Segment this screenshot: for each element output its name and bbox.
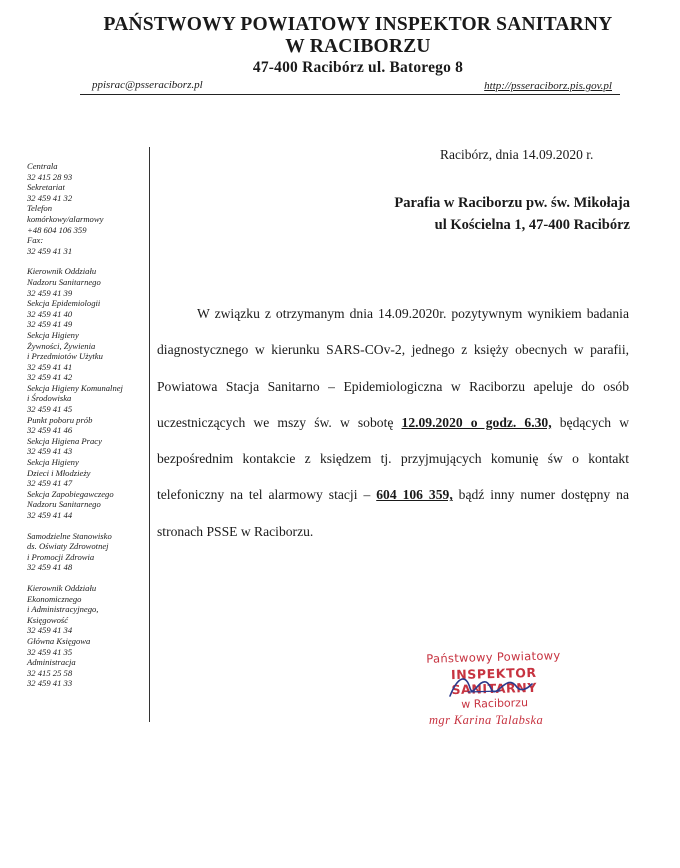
sidebar-gap	[27, 521, 147, 531]
sidebar-line: Sekcja Higieny Komunalnej	[27, 382, 123, 393]
sidebar-line: 32 459 41 42	[27, 372, 73, 383]
sidebar-line: 32 415 25 58	[27, 667, 73, 678]
sidebar-line: Ekonomicznego	[27, 593, 82, 604]
sidebar-line: komórkowy/alarmowy	[27, 213, 104, 224]
header-subtitle: W RACIBORZU	[285, 36, 431, 57]
mass-date-highlight: 12.09.2020 o godz. 6.30,	[401, 414, 552, 430]
sidebar-line: Kierownik Oddziału	[27, 266, 97, 277]
sidebar-line: Kierownik Oddziału	[27, 582, 97, 593]
sidebar-divider	[149, 147, 150, 722]
recipient-name: Parafia w Raciborzu pw. św. Mikołaja	[394, 195, 630, 211]
sidebar-line: Dzieci i Młodzieży	[27, 467, 91, 478]
sidebar-line: Sekretariat	[27, 182, 65, 193]
stamp-line2: INSPEKTOR SANITARNY	[450, 664, 538, 698]
signatory-name: mgr Karina Talabska	[429, 713, 544, 727]
header-title: PAŃSTWOWY POWIATOWY INSPEKTOR SANITARNY	[103, 14, 613, 35]
sidebar-line: 32 459 41 48	[27, 562, 73, 573]
sidebar-line: +48 604 106 359	[27, 224, 87, 235]
letter-date: Racibórz, dnia 14.09.2020 r.	[440, 147, 594, 162]
sidebar-line: Fax:	[27, 235, 44, 246]
sidebar-line: 32 459 41 39	[27, 287, 73, 298]
recipient-block	[394, 192, 630, 236]
stamp-line1: Państwowy Powiatowy	[426, 648, 561, 666]
sidebar-line: Sekcja Zapobiegawczego	[27, 488, 114, 499]
sidebar-line: 32 459 41 40	[27, 308, 73, 319]
recipient-address: ul Kościelna 1, 47-400 Racibórz	[434, 217, 630, 233]
body-text-part3: bądź inny numer dostępny na stronach PSSE w Raciborzu.	[157, 487, 630, 539]
sidebar-line: Księgowość	[27, 614, 69, 625]
sidebar-line: Punkt poboru prób	[27, 414, 93, 425]
sidebar-line: i Promocji Zdrowia	[27, 551, 95, 562]
sidebar-line: 32 459 41 33	[27, 678, 73, 689]
sidebar-line: 32 459 41 45	[27, 404, 73, 415]
sidebar-line: Główna Księgowa	[27, 635, 91, 646]
sidebar-line: 32 415 28 93	[27, 171, 73, 182]
sidebar-line: Centrala	[27, 161, 58, 171]
sidebar-line: Samodzielne Stanowisko	[27, 530, 112, 541]
sidebar-line: 32 459 41 43	[27, 446, 73, 457]
sidebar-gap	[27, 573, 147, 583]
sidebar-gap	[27, 256, 147, 266]
sidebar-line: Telefon	[27, 203, 52, 214]
sidebar-line: Sekcja Higieny	[27, 329, 79, 340]
sidebar-line: i Przedmiotów Użytku	[27, 351, 103, 362]
sidebar-line: 32 459 41 47	[27, 478, 73, 489]
sidebar-line: 32 459 41 34	[27, 625, 73, 636]
sidebar-line: 32 459 41 46	[27, 425, 73, 436]
letter-body	[157, 296, 629, 550]
sidebar-line: 32 459 41 49	[27, 319, 73, 330]
sidebar-line: 32 459 41 44	[27, 510, 73, 520]
header-url-link[interactable]: http://psseraciborz.pis.gov.pl	[484, 80, 612, 92]
header-address: 47-400 Racibórz ul. Batorego 8	[252, 59, 464, 76]
sidebar-line: 32 459 41 32	[27, 192, 73, 203]
alarm-phone-highlight: 604 106 359,	[376, 487, 453, 503]
contact-sidebar	[27, 161, 147, 689]
sidebar-line: Sekcja Higieny	[27, 457, 79, 468]
handwritten-signature	[440, 668, 560, 708]
stamp-line3: w Raciborzu	[461, 696, 529, 711]
sidebar-line: Administracja	[27, 657, 76, 668]
sidebar-line: Sekcja Higiena Pracy	[27, 435, 102, 446]
sidebar-line: 32 459 41 35	[27, 646, 73, 657]
sidebar-line: Żywności, Żywienia	[27, 340, 96, 351]
sidebar-line: 32 459 41 31	[27, 245, 73, 256]
header-email[interactable]: ppisrac@psseraciborz.pl	[92, 79, 203, 91]
body-text-part2: będących w bezpośrednim kontakcie z księdzem tj. przyjmujących komunię św o kontakt telefoniczny na tel alarmowy stacji –	[157, 414, 630, 503]
body-text-part1: W związku z otrzymanym dnia 14.09.2020r. pozytywnym wynikiem badania diagnostycznego w kierunku SARS-COv-2, jednego z księży obecnych w parafii, Powiatowa Stacja Sanitarno – Epidemiologiczna w Raciborzu apeluje do osób uczestniczących we mszy św. w sobotę	[157, 306, 629, 430]
sidebar-line: i Środowiska	[27, 393, 72, 404]
sidebar-line: ds. Oświaty Zdrowotnej	[27, 541, 109, 552]
sidebar-line: 32 459 41 41	[27, 361, 73, 372]
sidebar-line: i Administracyjnego,	[27, 604, 99, 615]
sidebar-line: Nadzoru Sanitarnego	[27, 499, 101, 510]
header-divider	[80, 94, 620, 95]
sidebar-line: Sekcja Epidemiologii	[27, 298, 101, 309]
sidebar-line: Nadzoru Sanitarnego	[27, 276, 101, 287]
